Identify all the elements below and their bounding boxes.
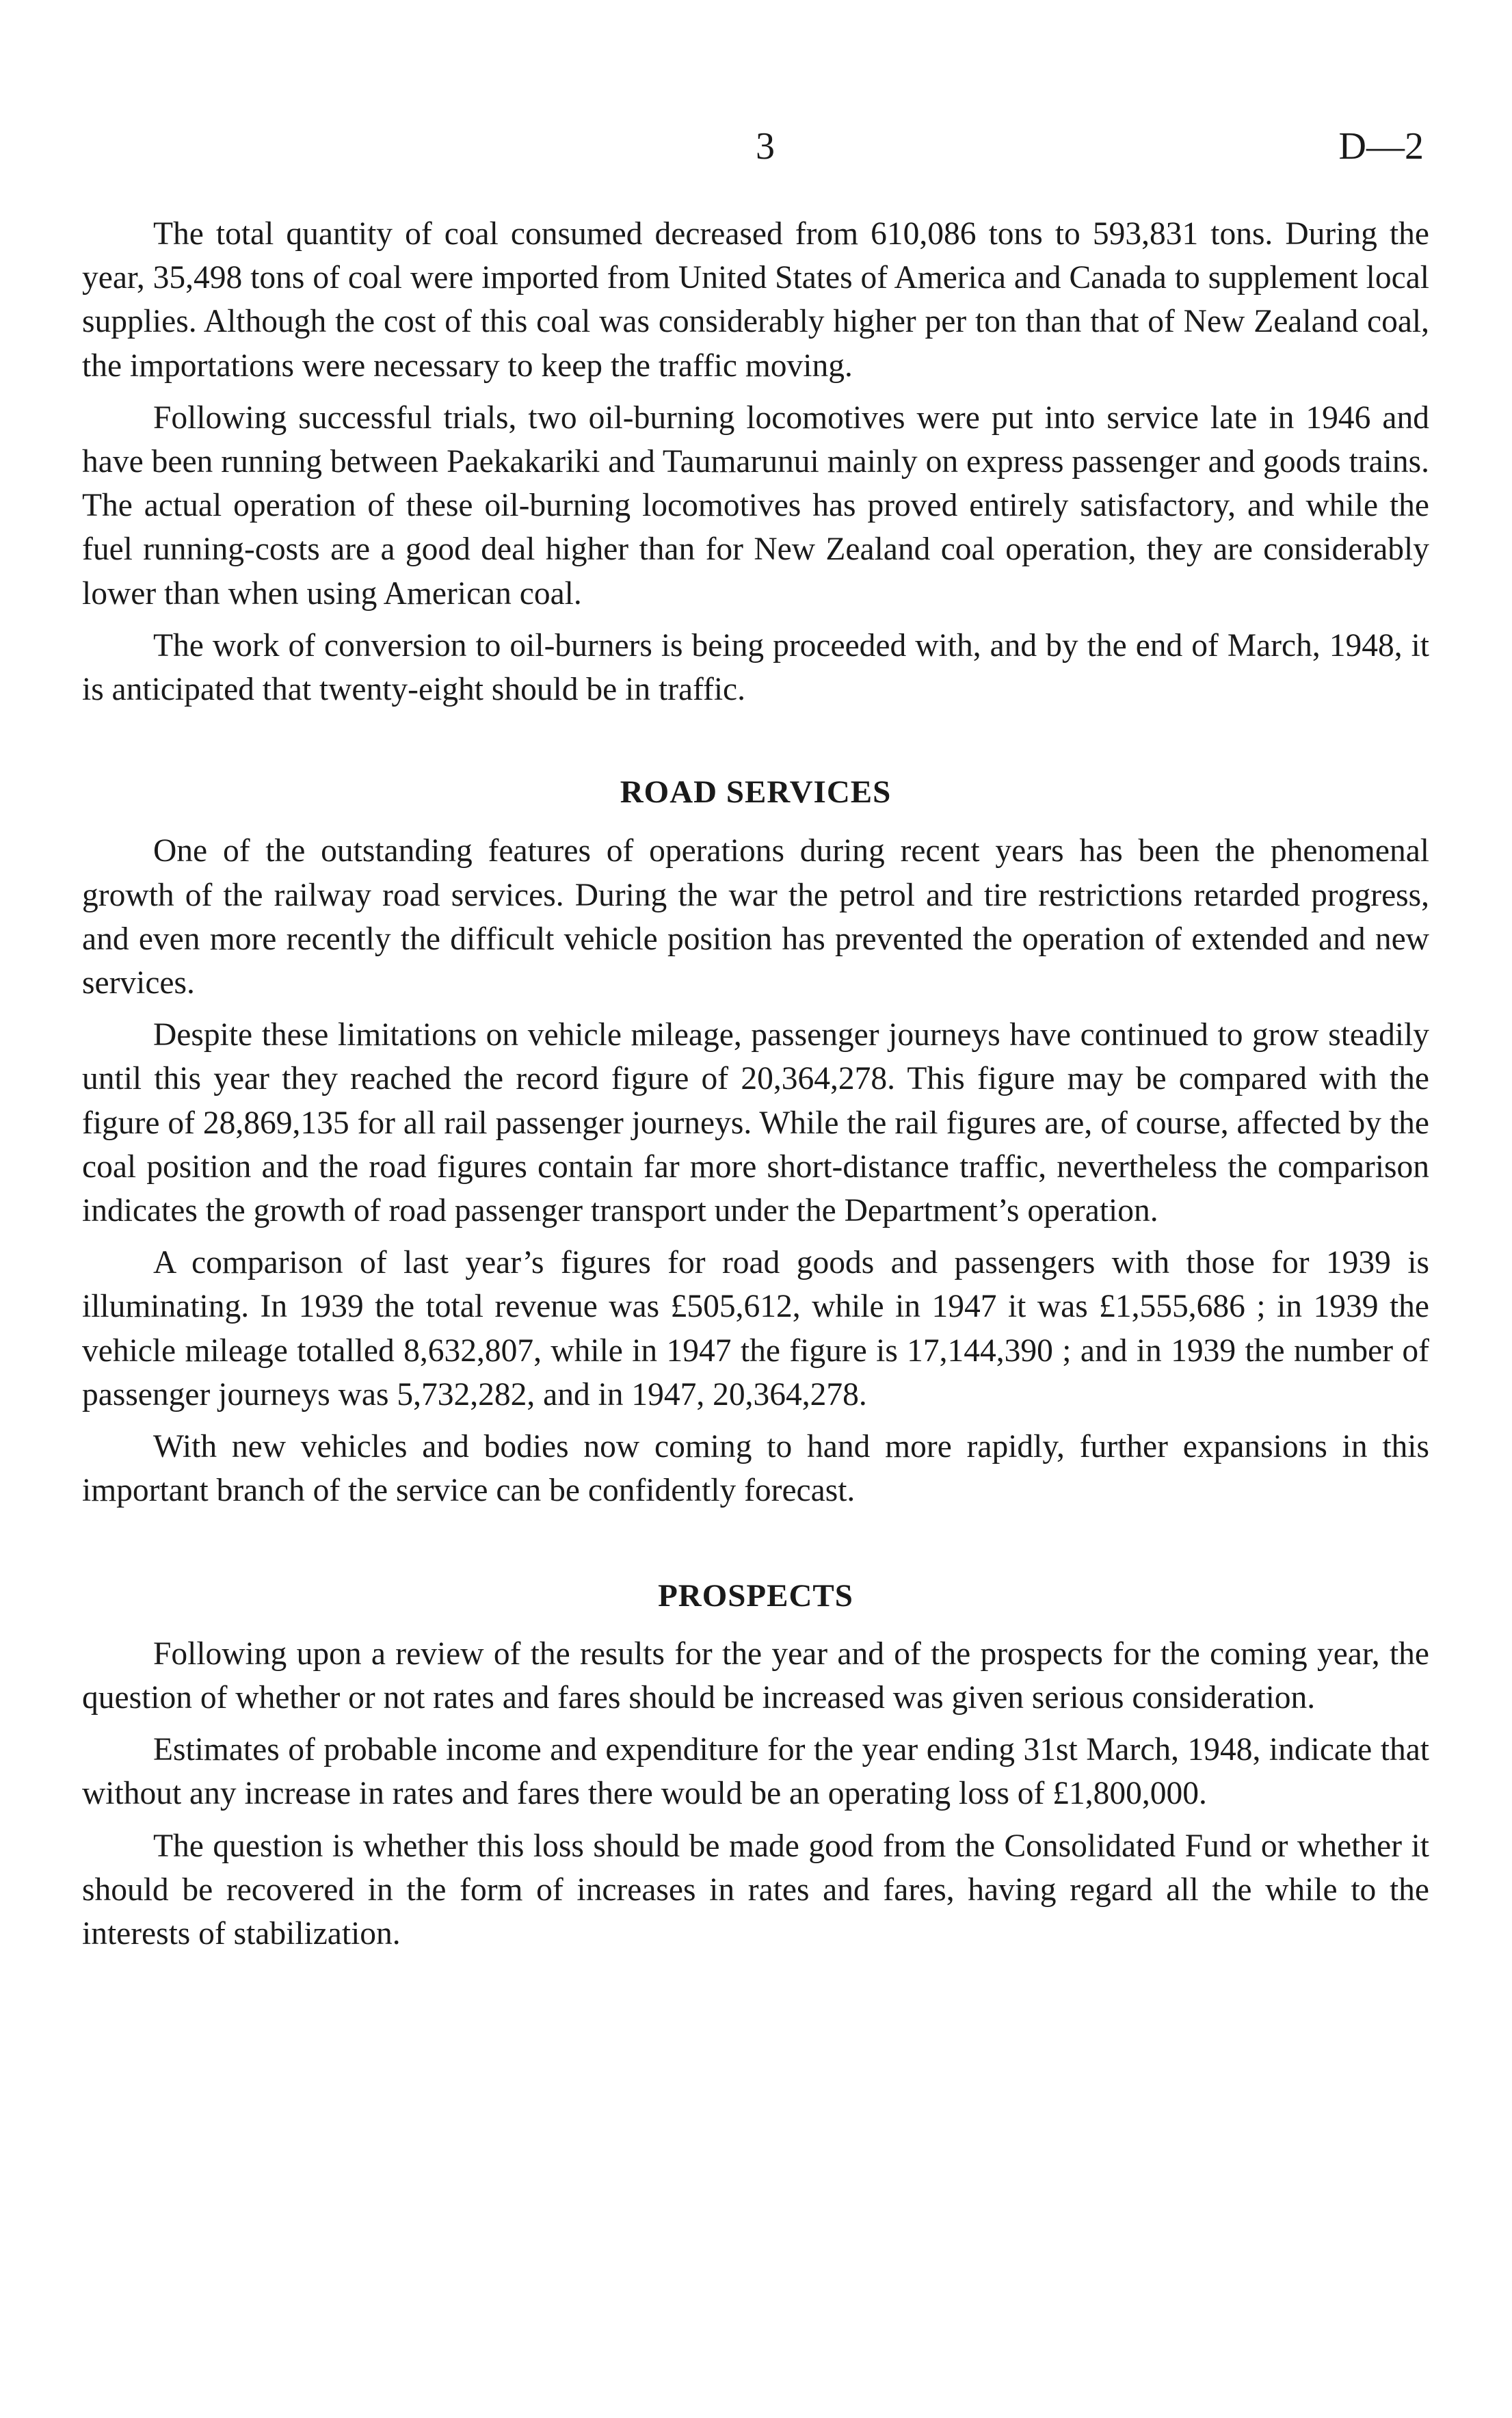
body-paragraph: The work of conversion to oil-burners is being proceeded with, and by the end of March, 1948, it is anticipated that twenty-eight should be in traffic.	[82, 627, 1429, 708]
document-reference: D—2	[1338, 125, 1424, 168]
body-paragraph: The question is whether this loss should be made good from the Consolidated Fund or whether it should be recovered in the form of increases in rates and fares, having regard all the while to the interests of stabilization.	[82, 1828, 1429, 1952]
body-paragraph: Estimates of probable income and expenditure for the year ending 31st March, 1948, indicate that without any increase in rates and fares there would be an operating loss of £1,800,000.	[82, 1732, 1429, 1812]
body-paragraph: One of the outstanding features of operations during recent years has been the phenomenal growth of the railway road services. During the war the petrol and tire restrictions retarded progress, and even more recently the difficult vehicle position has prevented the operation of extended and new services.	[82, 833, 1429, 1001]
fuel-section	[82, 212, 1429, 711]
body-paragraph: The total quantity of coal consumed decreased from 610,086 tons to 593,831 tons. During the year, 35,498 tons of coal were imported from United States of America and Canada to supplement local supplies. Although the cost of this coal was considerably higher per ton than that of New Zealand coal, the importations were necessary to keep the traffic moving.	[82, 216, 1429, 384]
body-paragraph: Despite these limitations on vehicle mileage, passenger journeys have continued to grow steadily until this year they reached the record figure of 20,364,278. This figure may be compared with the figure of 28,869,135 for all rail passenger journeys. While the rail figures are, of course, affected by the coal position and the road figures contain far more short-distance traffic, nevertheless the comparison indicates the growth of road passenger transport under the Department’s operation.	[82, 1017, 1429, 1229]
road-services-section	[82, 770, 1429, 1512]
section-heading-road-services: ROAD SERVICES	[620, 774, 892, 811]
page-body	[82, 212, 1429, 1956]
body-paragraph: With new vehicles and bodies now coming to hand more rapidly, further expansions in this important branch of the service can be confidently forecast.	[82, 1429, 1429, 1509]
prospects-section	[82, 1574, 1429, 1956]
section-heading-prospects: PROSPECTS	[658, 1578, 853, 1614]
body-paragraph: A comparison of last year’s figures for road goods and passengers with those for 1939 is illuminating. In 1939 the total revenue was £505,612, while in 1947 it was £1,555,686 ; in 1939 the vehicle mileage totalled 8,632,807, while in 1947 the figure is 17,144,390 ; and in 1939 the number of passenger journeys was 5,732,282, and in 1947, 20,364,278.	[82, 1245, 1429, 1412]
page-header	[0, 124, 1512, 172]
body-paragraph: Following upon a review of the results for the year and of the prospects for the coming year, the question of whether or not rates and fares should be increased was given serious consideration.	[82, 1635, 1429, 1716]
body-paragraph: Following successful trials, two oil-burning locomotives were put into service late in 1946 and have been running between Paekakariki and Taumarunui mainly on express passenger and goods trains. The actual operation of these oil-burning locomotives has proved entirely satisfactory, and while the fuel running-costs are a good deal higher than for New Zealand coal operation, they are considerably lower than when using American coal.	[82, 399, 1429, 612]
page-number: 3	[756, 125, 775, 168]
